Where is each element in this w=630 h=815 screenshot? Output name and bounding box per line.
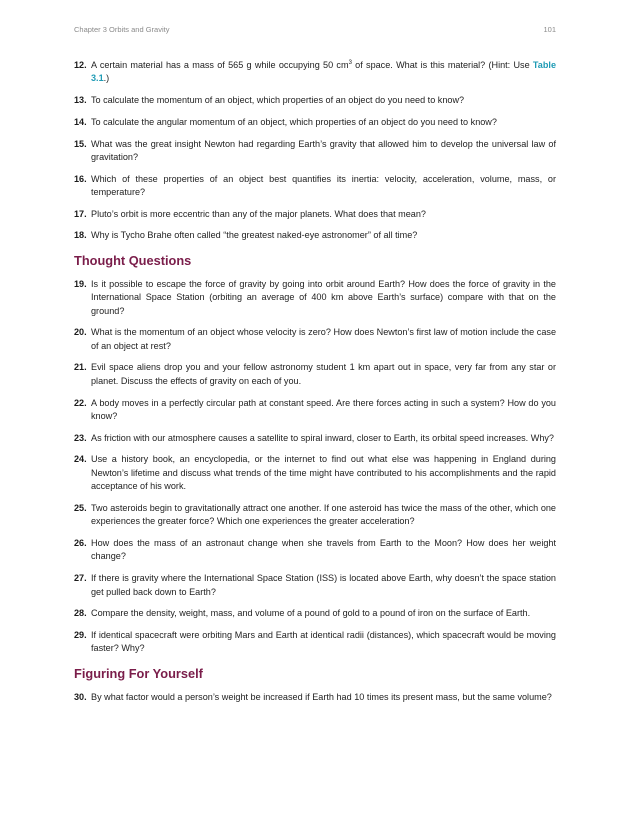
figuring-questions-list: [74, 691, 556, 704]
question-number: 22.: [74, 397, 87, 408]
question-13: [74, 94, 556, 107]
question-number: 13.: [74, 95, 87, 106]
page-number: 101: [543, 25, 556, 34]
question-15: [74, 138, 556, 165]
question-text: What is the momentum of an object whose velocity is zero? How does Newton’s first law of motion include the case of an object at rest?: [91, 327, 556, 351]
question-28: [74, 607, 556, 620]
running-head: [74, 25, 556, 34]
question-16: [74, 173, 556, 200]
figuring-for-yourself-heading: Figuring For Yourself: [74, 665, 203, 681]
question-25: [74, 502, 556, 529]
question-text: Is it possible to escape the force of gravity by going into orbit around Earth? How does the force of gravity in the International Space Station (orbiting an average of 400 km above Earth’s surface) compare with that on the ground?: [91, 278, 556, 316]
question-number: 30.: [74, 691, 87, 702]
question-text: As friction with our atmosphere causes a satellite to spiral inward, closer to Earth, its orbital speed increases. Why?: [91, 432, 554, 443]
question-text: Use a history book, an encyclopedia, or the internet to find out what else was happening in England during Newton’s lifetime and discuss what trends of the time might have contributed to his accomplishments and the rapid acceptance of his work.: [91, 454, 556, 492]
question-14: [74, 116, 556, 129]
question-text: If there is gravity where the International Space Station (ISS) is located above Earth, why doesn’t the space station get pulled back down to Earth?: [91, 573, 556, 597]
question-text: To calculate the momentum of an object, which properties of an object do you need to know?: [91, 95, 465, 106]
question-number: 15.: [74, 138, 87, 149]
question-number: 17.: [74, 208, 87, 219]
question-text: Compare the density, weight, mass, and volume of a pound of gold to a pound of iron on the surface of Earth.: [91, 608, 531, 619]
question-text: A body moves in a perfectly circular path at constant speed. Are there forces acting in such a system? How do you know?: [91, 397, 556, 421]
question-number: 24.: [74, 454, 87, 465]
question-number: 27.: [74, 573, 87, 584]
question-text: Why is Tycho Brahe often called “the greatest naked-eye astronomer” of all time?: [91, 230, 418, 241]
question-text: Pluto’s orbit is more eccentric than any of the major planets. What does that mean?: [91, 208, 426, 219]
question-27: [74, 572, 556, 599]
question-17: [74, 208, 556, 221]
question-29: [74, 629, 556, 656]
review-questions-list: [74, 94, 556, 243]
question-text: To calculate the angular momentum of an object, which properties of an object do you need to know?: [91, 116, 497, 127]
question-number: 28.: [74, 608, 87, 619]
question-number: 21.: [74, 362, 87, 373]
question-text: A certain material has a mass of 565 g while occupying 50 $cm^3$ of space. What is this material? (Hint: Use Table 3.1.): [91, 60, 556, 84]
question-22: [74, 397, 556, 424]
question-21: [74, 361, 556, 388]
question-text: Evil space aliens drop you and your fellow astronomy student 1 km apart out in space, very far from any star or planet. Discuss the effects of gravity on each of you.: [91, 362, 556, 386]
thought-questions-heading: Thought Questions: [74, 252, 192, 268]
question-24: [74, 453, 556, 493]
question-text: Which of these properties of an object best quantifies its inertia: velocity, acceleration, volume, mass, or temperature?: [91, 173, 556, 198]
question-text: What was the great insight Newton had regarding Earth’s gravity that allowed him to develop the universal law of gravitation?: [91, 138, 556, 162]
question-19: [74, 278, 556, 318]
question-number: 14.: [74, 116, 87, 127]
chapter-title: Chapter 3 Orbits and Gravity: [74, 25, 170, 34]
question-30: [74, 691, 556, 704]
page-content: [74, 59, 556, 712]
question-number: 12.: [74, 60, 87, 70]
question-number: 16.: [74, 173, 87, 184]
question-text: Two asteroids begin to gravitationally attract one another. If one asteroid has twice the mass of the other, which one experiences the greater force? Which one experiences the greater acceleration?: [91, 502, 556, 527]
question-23: [74, 432, 556, 445]
question-number: 26.: [74, 538, 87, 549]
question-number: 18.: [74, 230, 87, 241]
thought-questions-list: [74, 278, 556, 656]
question-20: [74, 326, 556, 353]
question-number: 29.: [74, 629, 87, 640]
question-18: [74, 229, 556, 242]
question-number: 23.: [74, 432, 87, 443]
question-number: 20.: [74, 327, 87, 338]
question-number: 19.: [74, 278, 87, 289]
question-text: How does the mass of an astronaut change when she travels from Earth to the Moon? How does her weight change?: [91, 538, 556, 562]
question-12: [74, 59, 556, 86]
question-text: By what factor would a person’s weight be increased if Earth had 10 times its present mass, but the same volume?: [91, 691, 552, 702]
question-26: [74, 537, 556, 564]
question-text: If identical spacecraft were orbiting Mars and Earth at identical radii (distances), which spacecraft would be moving faster? Why?: [91, 629, 556, 654]
table-3-1-link[interactable]: Table 3.1: [91, 60, 556, 84]
question-number: 25.: [74, 502, 87, 513]
